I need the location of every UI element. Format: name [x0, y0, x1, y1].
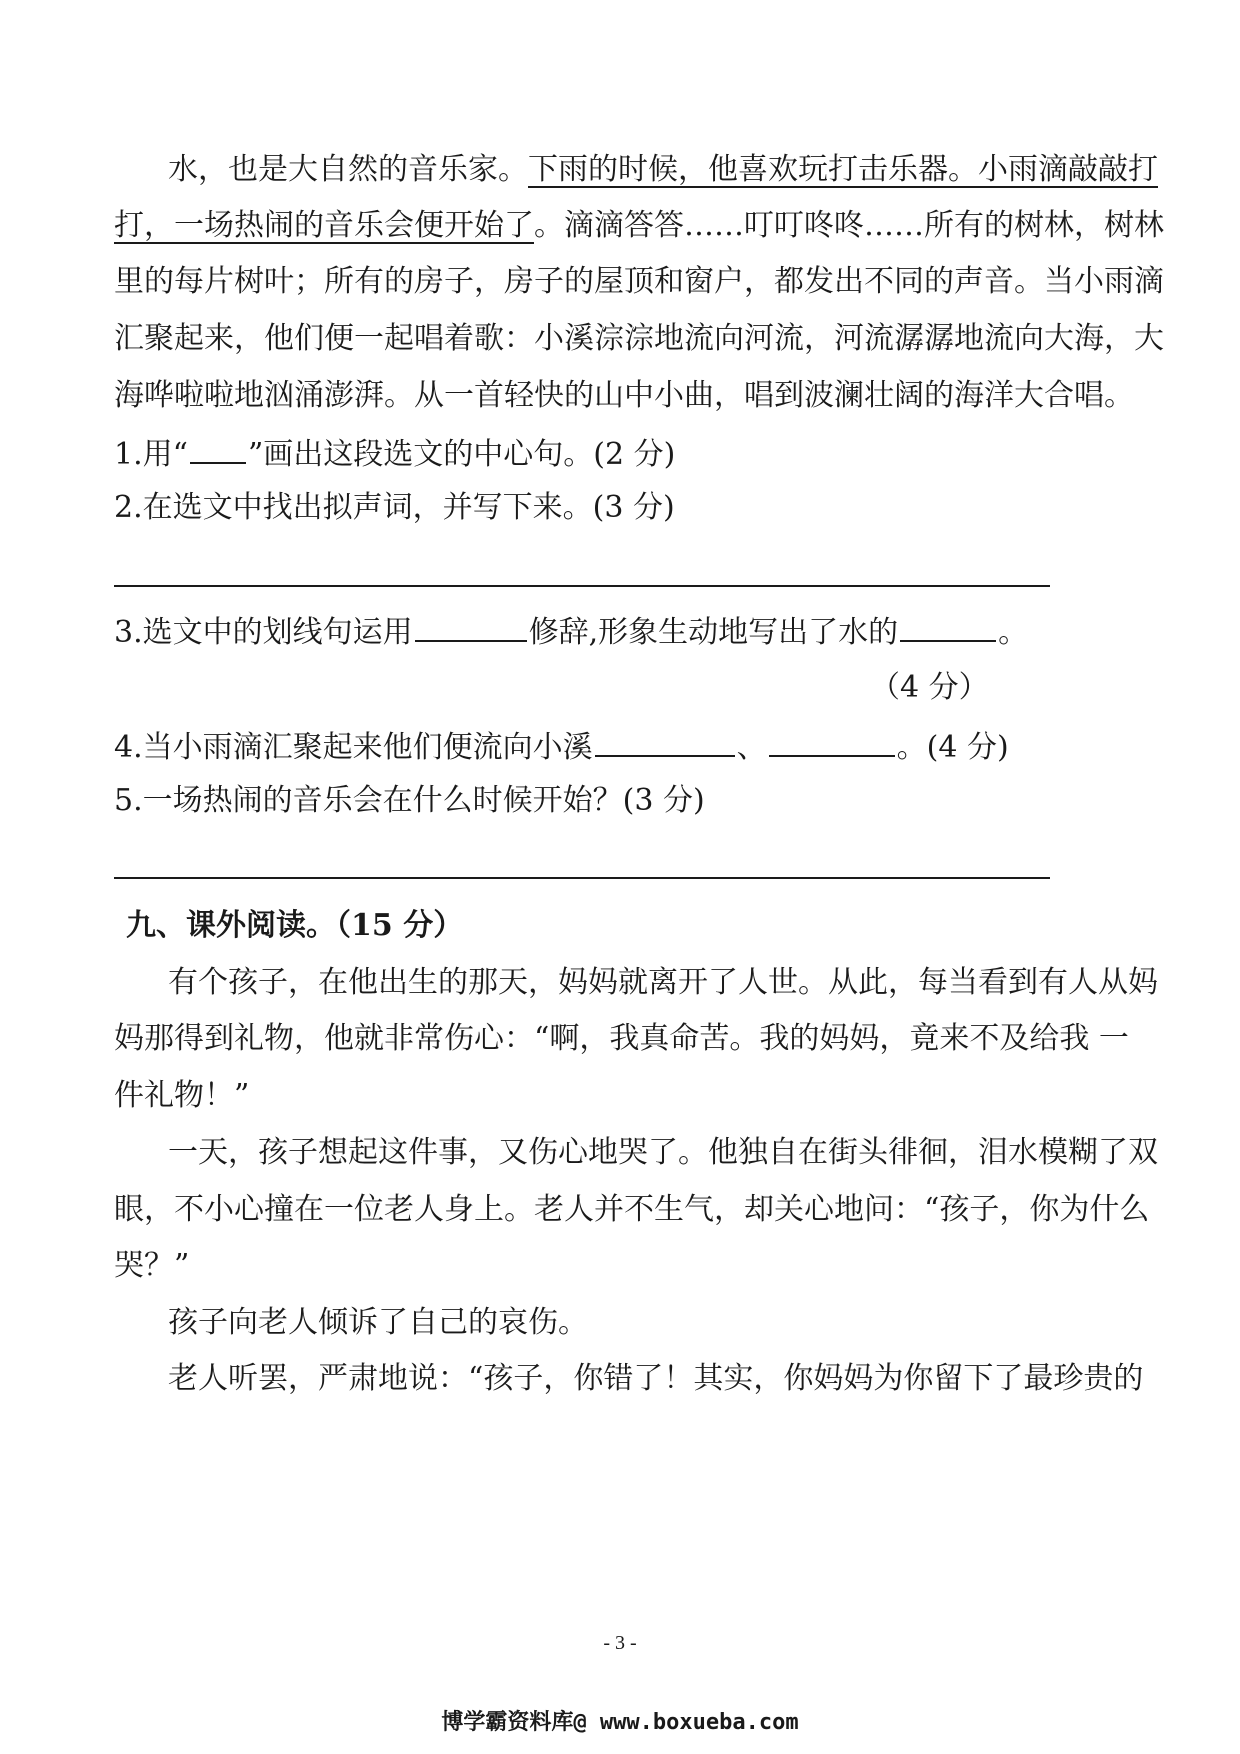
story-line-5: 眼，不小心撞在一位老人身上。老人并不生气，却关心地问：“孩子，你为什么	[114, 1192, 1150, 1227]
question-text: 1.用“	[114, 437, 188, 472]
answer-blank-trait[interactable]	[900, 610, 996, 642]
story-line-2: 妈那得到礼物，他就非常伤心：“啊，我真命苦。我的妈妈，竟来不及给我 一	[114, 1021, 1129, 1056]
passage-line-3: 里的每片树叶；所有的房子，房子的屋顶和窗户，都发出不同的声音。当小雨滴	[114, 264, 1164, 299]
passage-line-4: 汇聚起来，他们便一起唱着歌：小溪淙淙地流向河流，河流潺潺地流向大海，大	[114, 321, 1164, 356]
question-3-score: （4 分）	[870, 670, 989, 705]
answer-blank-rhetoric[interactable]	[415, 610, 527, 642]
answer-line-2[interactable]	[114, 585, 1050, 587]
answer-blank-2[interactable]	[769, 725, 895, 757]
passage-line-2	[114, 206, 1164, 246]
story-line-4: 一天，孩子想起这件事，又伤心地哭了。他独自在街头徘徊，泪水模糊了双	[168, 1135, 1158, 1170]
question-text: 。	[998, 615, 1029, 650]
question-text: 3.选文中的划线句运用	[114, 615, 413, 650]
answer-line-5[interactable]	[114, 877, 1050, 879]
question-text: 。(4 分)	[896, 730, 1009, 765]
passage-text: 水，也是大自然的音乐家。	[168, 152, 528, 187]
question-5: 5.一场热闹的音乐会在什么时候开始？(3 分)	[114, 783, 705, 818]
underlined-sentence: 打，一场热闹的音乐会便开始了	[114, 208, 534, 243]
page-number: - 3 -	[603, 1632, 637, 1654]
question-text: 、	[736, 730, 767, 765]
answer-blank-1[interactable]	[595, 725, 735, 757]
underlined-sentence: 下雨的时候，他喜欢玩打击乐器。小雨滴敲敲打	[528, 152, 1158, 187]
question-3	[114, 610, 1028, 653]
story-line-7: 孩子向老人倾诉了自己的哀伤。	[168, 1305, 588, 1340]
section-heading: 九、课外阅读。（15 分）	[126, 908, 464, 943]
passage-line-5: 海哗啦啦地汹涌澎湃。从一首轻快的山中小曲，唱到波澜壮阔的海洋大合唱。	[114, 378, 1134, 413]
question-1	[114, 432, 675, 475]
story-line-8: 老人听罢，严肃地说：“孩子，你错了！其实，你妈妈为你留下了最珍贵的	[168, 1361, 1144, 1396]
question-4	[114, 725, 1009, 768]
footer-watermark: 博学霸资料库@ www.boxueba.com	[441, 1710, 799, 1735]
question-text: ”画出这段选文的中心句。(2 分)	[247, 437, 676, 472]
passage-line-1	[168, 150, 1158, 190]
question-text: 修辞,形象生动地写出了水的	[528, 615, 899, 650]
question-2: 2.在选文中找出拟声词，并写下来。(3 分)	[114, 490, 675, 525]
story-line-1: 有个孩子，在他出生的那天，妈妈就离开了人世。从此，每当看到有人从妈	[168, 965, 1158, 1000]
story-line-6: 哭？”	[114, 1248, 190, 1283]
underline-sample	[190, 432, 246, 464]
passage-text: 。滴滴答答……叮叮咚咚……所有的树林，树林	[534, 208, 1164, 243]
question-text: 4.当小雨滴汇聚起来他们便流向小溪	[114, 730, 593, 765]
story-line-3: 件礼物！”	[114, 1078, 250, 1113]
